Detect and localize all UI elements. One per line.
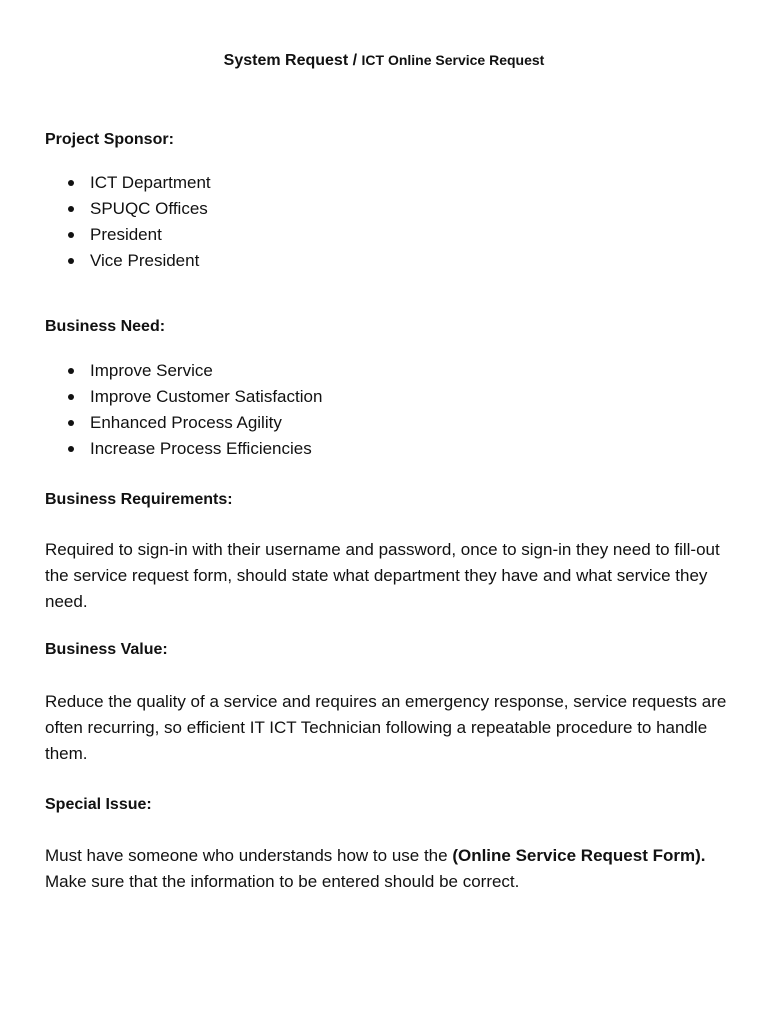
special-issue-heading: Special Issue: — [45, 796, 152, 813]
list-item: Improve Customer Satisfaction — [45, 384, 322, 410]
bullet-icon — [68, 206, 74, 212]
bullet-icon — [68, 180, 74, 186]
title-sub: ICT Online Service Request — [361, 52, 545, 68]
title-separator: / — [348, 52, 362, 69]
business-need-list — [45, 358, 322, 462]
list-item: Vice President — [45, 248, 211, 274]
project-sponsor-list — [45, 170, 211, 274]
title-main: System Request — [223, 52, 349, 69]
business-requirements-text: Required to sign-in with their username and password, once to sign-in they need to fill-out the service request form, should state what department they have and what service they need. — [45, 540, 720, 611]
document-title — [0, 50, 768, 71]
bullet-icon — [68, 368, 74, 374]
list-item: Increase Process Efficiencies — [45, 436, 322, 462]
bullet-icon — [68, 258, 74, 264]
list-item: Enhanced Process Agility — [45, 410, 322, 436]
bullet-icon — [68, 394, 74, 400]
bullet-icon — [68, 446, 74, 452]
business-value-heading: Business Value: — [45, 641, 168, 658]
list-item: President — [45, 222, 211, 248]
business-requirements-heading: Business Requirements: — [45, 491, 233, 508]
list-item: Improve Service — [45, 358, 322, 384]
bullet-icon — [68, 232, 74, 238]
business-need-heading: Business Need: — [45, 318, 166, 335]
bullet-icon — [68, 420, 74, 426]
list-item: ICT Department — [45, 170, 211, 196]
business-value-text: Reduce the quality of a service and requires an emergency response, service requests are often recurring, so efficient IT ICT Technician following a repeatable procedure to handle them. — [45, 692, 727, 763]
special-issue-text: Must have someone who understands how to use the (Online Service Request Form). Make sure that the information to be entered should be correct. — [45, 846, 706, 891]
form-name-emphasis: (Online Service Request Form). — [452, 846, 706, 865]
list-item: SPUQC Offices — [45, 196, 211, 222]
project-sponsor-heading: Project Sponsor: — [45, 131, 174, 148]
